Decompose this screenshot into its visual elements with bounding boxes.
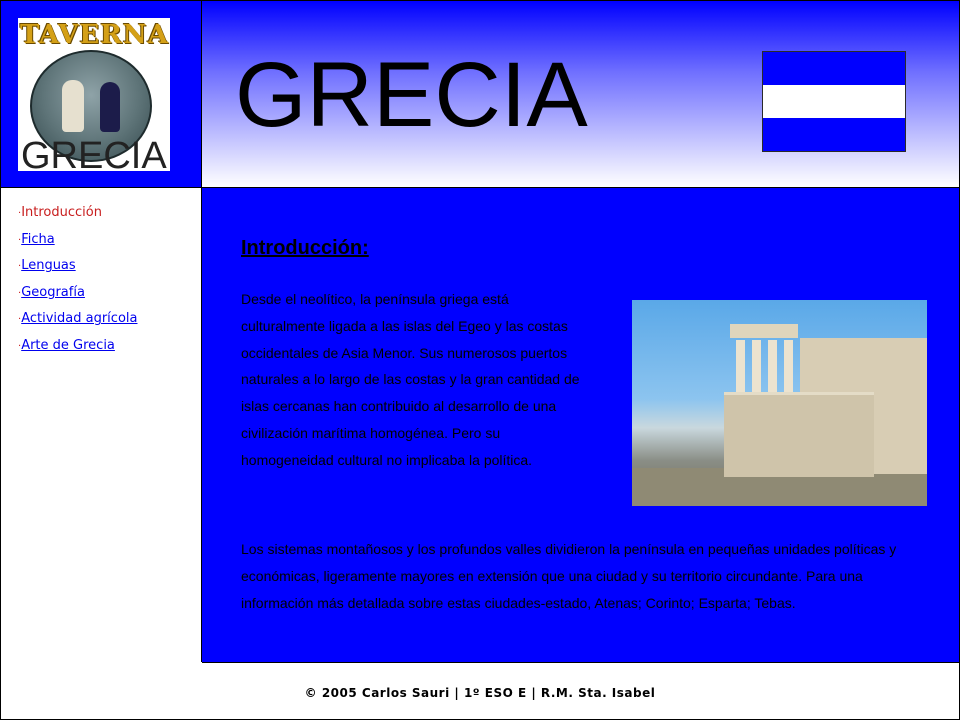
page-title: GRECIA: [235, 44, 588, 146]
footer: [1, 663, 959, 719]
sidebar-item-arte-de-grecia: [18, 338, 137, 365]
nav-link-actividad-agricola[interactable]: Actividad agrícola: [21, 311, 138, 327]
logo-caption: GRECIA: [21, 135, 167, 171]
bullet: ·: [18, 340, 22, 352]
greece-flag-image: [762, 51, 906, 152]
figure-left: [62, 80, 84, 132]
flag-stripe-bottom: [763, 118, 905, 151]
sidebar-item-ficha: [18, 232, 137, 259]
taverna-logo[interactable]: [18, 18, 170, 171]
taverna-wordmark: TAVERNA: [20, 20, 169, 50]
flag-stripe-top: [763, 52, 905, 85]
nav-link-geografia[interactable]: Geografía: [21, 284, 85, 300]
bullet: ·: [18, 234, 22, 246]
caryatid-column: [752, 340, 761, 392]
nav-link-arte-de-grecia[interactable]: Arte de Grecia: [21, 337, 115, 353]
sidebar-item-lenguas: [18, 258, 137, 285]
nav-link-ficha[interactable]: Ficha: [21, 231, 55, 247]
temple-base: [724, 392, 874, 477]
sidebar: [1, 188, 202, 662]
erechtheion-photo: [632, 300, 927, 506]
bullet: ·: [18, 314, 22, 326]
caryatid-column: [768, 340, 777, 392]
section-heading: Introducción:: [241, 237, 369, 259]
bullet: ·: [18, 261, 22, 273]
sidebar-item-label: Introducción: [21, 205, 102, 220]
flag-stripe-middle: [763, 85, 905, 118]
header-banner: [202, 1, 959, 188]
sidebar-nav: [18, 205, 137, 365]
caryatid-column: [736, 340, 745, 392]
sidebar-item-actividad-agricola: [18, 311, 137, 338]
main-content: [202, 188, 959, 663]
body-paragraph: Los sistemas montañosos y los profundos valles dividieron la península en pequeñas unidades políticas y económicas, ligeramente mayores en extensión que una ciudad y su territorio circundante. Para una información más detallada sobre estas ciudades-estado, Atenas; Corinto; Esparta; Tebas.: [241, 541, 897, 611]
sidebar-item-geografia: [18, 285, 137, 312]
nav-link-lenguas[interactable]: Lenguas: [21, 258, 76, 274]
copyright-text: © 2005 Carlos Sauri | 1º ESO E | R.M. Sta. Isabel: [304, 686, 656, 700]
caryatid-column: [784, 340, 793, 392]
bullet: ·: [18, 208, 22, 219]
bullet: ·: [18, 287, 22, 299]
logo-cell: [1, 1, 202, 188]
sidebar-item-introduccion: [18, 205, 137, 232]
figure-right: [100, 82, 120, 132]
intro-paragraph: Desde el neolítico, la península griega está culturalmente ligada a las islas del Egeo y las costas occidentales de Asia Menor. Sus numerosos puertos naturales a lo largo de las costas y la gran cantidad de islas cercanas han contribuido al desarrollo de una civilización marítima homogénea. Pero su homogeneidad cultural no implicaba la política.: [241, 291, 580, 468]
porch-roof: [730, 324, 798, 338]
